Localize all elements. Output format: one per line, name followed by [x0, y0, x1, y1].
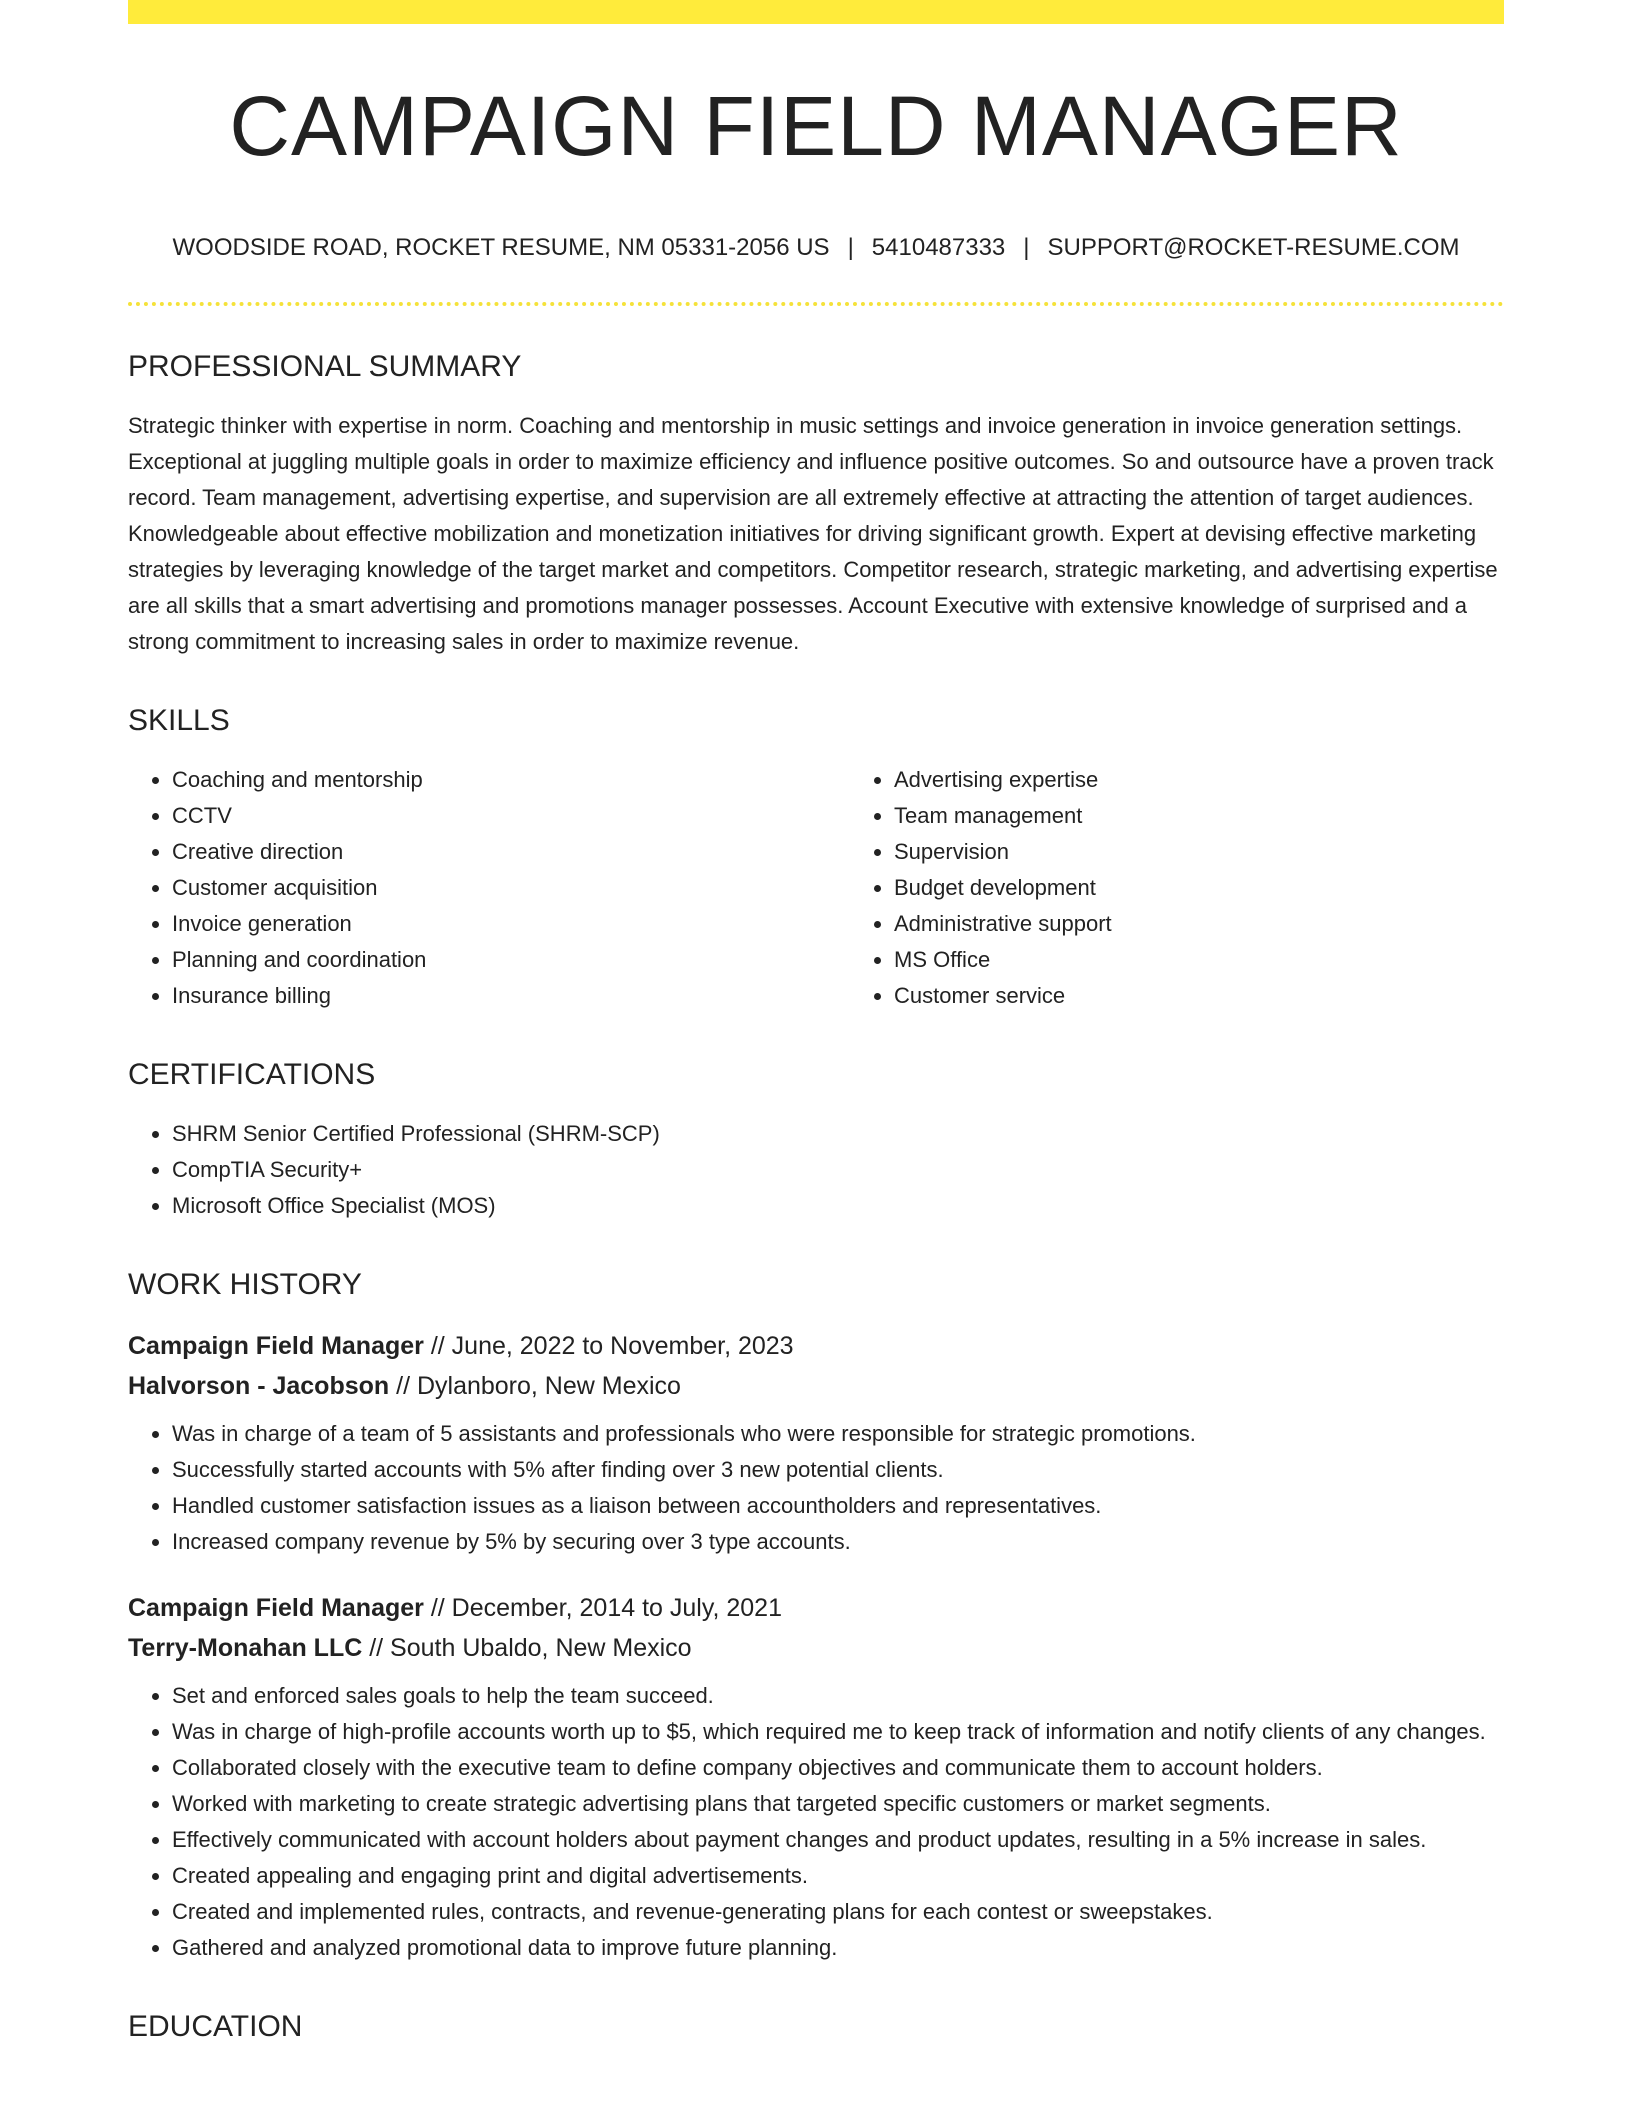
- skills-columns: [128, 762, 1504, 1014]
- job-role-line: [128, 1326, 1504, 1366]
- job-role-line: [128, 1588, 1504, 1628]
- skill-item: • CCTV: [172, 798, 850, 834]
- contact-line: [128, 234, 1504, 262]
- job-location: // South Ubaldo, New Mexico: [362, 1634, 692, 1662]
- job-bullet: • Successfully started accounts with 5% after finding over 3 new potential clients.: [172, 1452, 1504, 1488]
- job-bullet: • Gathered and analyzed promotional data to improve future planning.: [172, 1930, 1504, 1966]
- certification-item: • CompTIA Security+: [172, 1152, 1504, 1188]
- resume-page: [128, 0, 1504, 2042]
- skill-item: • Planning and coordination: [172, 942, 850, 978]
- accent-top-bar: [128, 0, 1504, 24]
- skill-item: • Supervision: [894, 834, 1504, 870]
- section-title-certifications: CERTIFICATIONS: [128, 1058, 376, 1091]
- skill-item: • Invoice generation: [172, 906, 850, 942]
- skill-item: • Budget development: [894, 870, 1504, 906]
- skill-item: • Customer acquisition: [172, 870, 850, 906]
- skill-item: • Coaching and mentorship: [172, 762, 850, 798]
- section-title-summary: PROFESSIONAL SUMMARY: [128, 350, 522, 383]
- job-entry: [128, 1326, 1504, 1560]
- certifications-list: [128, 1116, 1504, 1224]
- job-dates: // December, 2014 to July, 2021: [423, 1594, 782, 1622]
- summary-text: Strategic thinker with expertise in norm. Coaching and mentorship in music settings and invoice generation in invoice generation settings. Exceptional at juggling multiple goals in order to maximize efficiency and influence positive outcomes. So and outsource have a proven track record. Team management, advertising expertise, and supervision are all extremely effective at attracting the attention of target audiences. Knowledgeable about effective mobilization and monetization initiatives for driving significant growth. Expert at devising effective marketing strategies by leveraging knowledge of the target market and competitors. Competitor research, strategic marketing, and advertising expertise are all skills that a smart advertising and promotions manager possesses. Account Executive with extensive knowledge of surprised and a strong commitment to increasing sales in order to maximize revenue.: [128, 413, 1498, 654]
- skill-item: • Administrative support: [894, 906, 1504, 942]
- job-dates: // June, 2022 to November, 2023: [423, 1332, 794, 1360]
- skills-list-right: [850, 762, 1504, 1014]
- skill-item: • Team management: [894, 798, 1504, 834]
- candidate-title: CAMPAIGN FIELD MANAGER: [229, 79, 1403, 173]
- section-title-skills: SKILLS: [128, 704, 230, 737]
- contact-separator: |: [847, 234, 854, 261]
- job-company: Halvorson - Jacobson: [128, 1372, 390, 1400]
- contact-address: WOODSIDE ROAD, ROCKET RESUME, NM 05331-2056 US: [172, 234, 830, 261]
- job-company-line: [128, 1628, 1504, 1668]
- job-company: Terry-Monahan LLC: [128, 1634, 363, 1662]
- skill-item: • Advertising expertise: [894, 762, 1504, 798]
- skills-list-left: [128, 762, 850, 1014]
- contact-phone: 5410487333: [871, 234, 1006, 261]
- job-bullet: • Was in charge of high-profile accounts worth up to $5, which required me to keep track of information and notify clients of any changes.: [172, 1714, 1504, 1750]
- job-bullet: • Collaborated closely with the executive team to define company objectives and communicate them to account holders.: [172, 1750, 1504, 1786]
- job-bullet: • Created and implemented rules, contracts, and revenue-generating plans for each contest or sweepstakes.: [172, 1894, 1504, 1930]
- contact-email: SUPPORT@ROCKET-RESUME.COM: [1047, 234, 1460, 261]
- job-company-line: [128, 1366, 1504, 1406]
- contact-separator: |: [1023, 234, 1030, 261]
- job-bullet: • Was in charge of a team of 5 assistants and professionals who were responsible for strategic promotions.: [172, 1416, 1504, 1452]
- job-bullet: • Effectively communicated with account holders about payment changes and product updates, resulting in a 5% increase in sales.: [172, 1822, 1504, 1858]
- skill-item: • Customer service: [894, 978, 1504, 1014]
- job-bullets: [128, 1678, 1504, 1966]
- certification-item: • Microsoft Office Specialist (MOS): [172, 1188, 1504, 1224]
- job-bullet: • Increased company revenue by 5% by securing over 3 type accounts.: [172, 1524, 1504, 1560]
- job-bullet: • Created appealing and engaging print and digital advertisements.: [172, 1858, 1504, 1894]
- job-location: // Dylanboro, New Mexico: [389, 1372, 681, 1400]
- job-bullet: • Handled customer satisfaction issues as a liaison between accountholders and representatives.: [172, 1488, 1504, 1524]
- job-role: Campaign Field Manager: [128, 1332, 424, 1360]
- job-bullets: [128, 1416, 1504, 1560]
- skill-item: • MS Office: [894, 942, 1504, 978]
- job-role: Campaign Field Manager: [128, 1594, 424, 1622]
- skill-item: • Insurance billing: [172, 978, 850, 1014]
- job-bullet: • Worked with marketing to create strategic advertising plans that targeted specific customers or market segments.: [172, 1786, 1504, 1822]
- job-entry: [128, 1588, 1504, 1966]
- certification-item: • SHRM Senior Certified Professional (SHRM-SCP): [172, 1116, 1504, 1152]
- section-title-work-history: WORK HISTORY: [128, 1268, 362, 1301]
- job-bullet: • Set and enforced sales goals to help the team succeed.: [172, 1678, 1504, 1714]
- section-title-education: EDUCATION: [128, 2010, 303, 2043]
- dotted-divider: [128, 302, 1504, 306]
- skill-item: • Creative direction: [172, 834, 850, 870]
